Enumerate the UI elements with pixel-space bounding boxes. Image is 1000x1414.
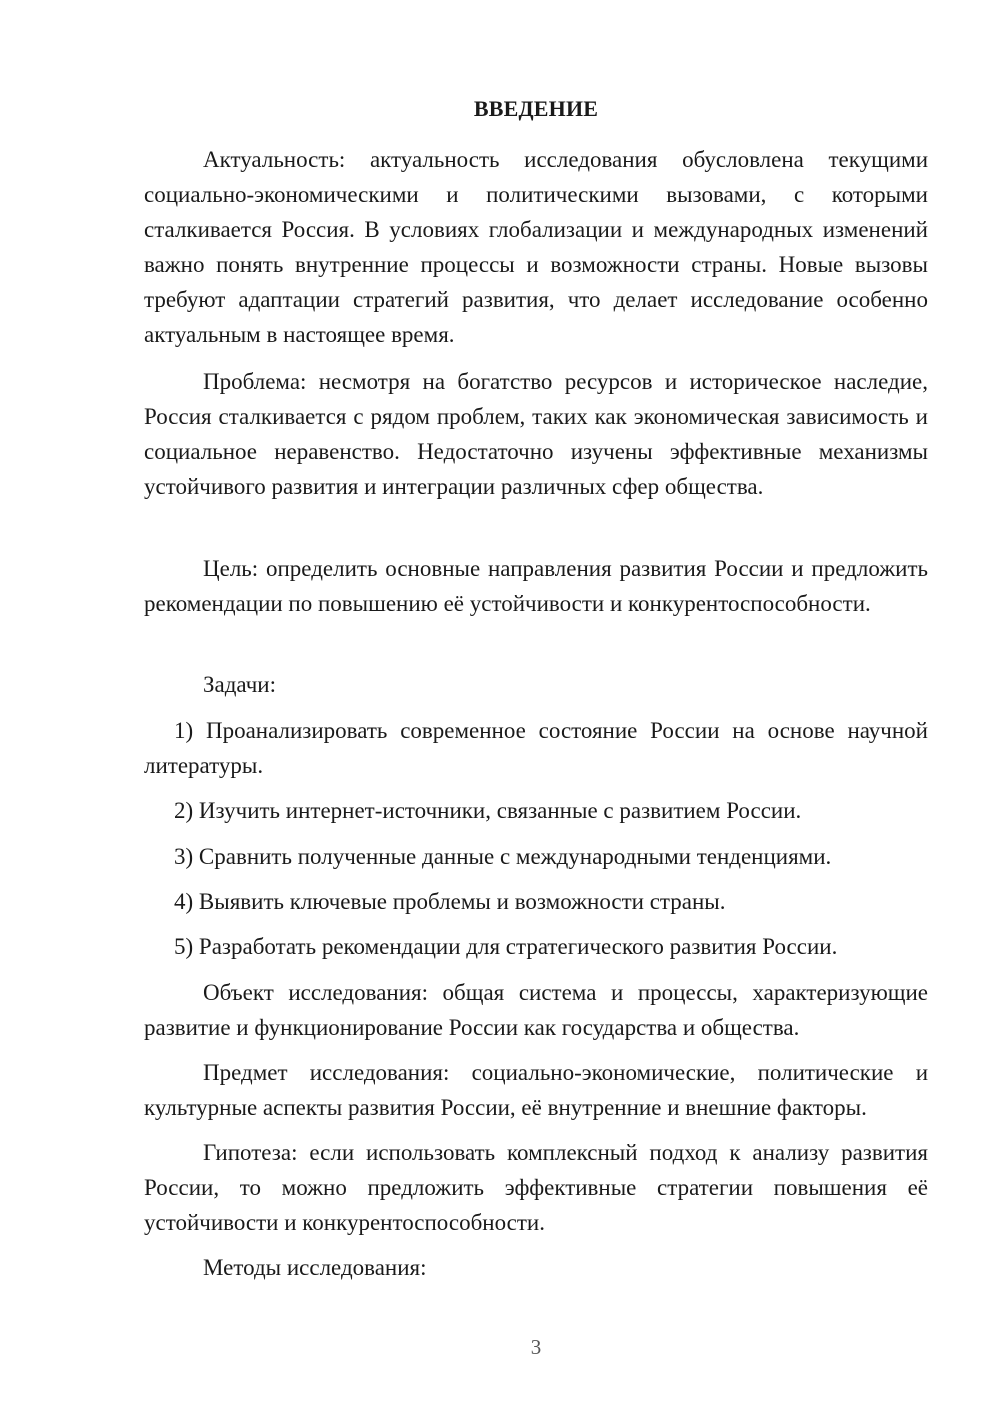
- paragraph-problem-block: [144, 364, 928, 504]
- paragraph-object-block: [144, 975, 928, 1045]
- paragraph-problem: Проблема: несмотря на богатство ресурсов и историческое наследие, Россия сталкивается с рядом проблем, таких как экономическая зависимость и социальное неравенство. Недостаточно изучены эффективные механизмы устойчивого развития и интеграции различных сфер общества.: [144, 369, 928, 499]
- page-number: 3: [530, 1335, 542, 1359]
- task-item-5-block: [144, 929, 928, 964]
- task-item-2-block: [144, 793, 928, 828]
- task-item-4-block: [144, 884, 928, 919]
- task-item-1: 1) Проанализировать современное состояние России на основе научной литературы.: [144, 718, 928, 778]
- paragraph-relevance: Актуальность: актуальность исследования обусловлена текущими социально-экономическими и политическими вызовами, с которыми сталкивается Россия. В условиях глобализации и международных изменений важно понять внутренние процессы и возможности страны. Новые вызовы требуют адаптации стратегий развития, что делает исследование особенно актуальным в настоящее время.: [144, 147, 928, 347]
- page-title: ВВЕДЕНИЕ: [473, 96, 599, 121]
- task-item-4: 4) Выявить ключевые проблемы и возможности страны.: [174, 889, 726, 914]
- task-item-5: 5) Разработать рекомендации для стратегического развития России.: [174, 934, 838, 959]
- paragraph-goal-block: [144, 551, 928, 621]
- paragraph-goal: Цель: определить основные направления развития России и предложить рекомендации по повышению её устойчивости и конкурентоспособности.: [144, 556, 928, 616]
- paragraph-relevance-block: [144, 142, 928, 352]
- tasks-heading: Задачи:: [203, 672, 276, 697]
- paragraph-subject-block: [144, 1055, 928, 1125]
- task-item-1-block: [144, 713, 928, 783]
- tasks-heading-block: [144, 667, 928, 702]
- methods-heading-block: [144, 1250, 928, 1285]
- paragraph-subject: Предмет исследования: социально-экономические, политические и культурные аспекты развития России, её внутренние и внешние факторы.: [144, 1060, 928, 1120]
- paragraph-object: Объект исследования: общая система и процессы, характеризующие развитие и функционирование России как государства и общества.: [144, 980, 928, 1040]
- task-item-2: 2) Изучить интернет-источники, связанные с развитием России.: [174, 798, 802, 823]
- methods-heading: Методы исследования:: [203, 1255, 427, 1280]
- paragraph-hypothesis-block: [144, 1135, 928, 1240]
- task-item-3: 3) Сравнить полученные данные с международными тенденциями.: [174, 844, 832, 869]
- task-item-3-block: [144, 839, 928, 874]
- paragraph-hypothesis: Гипотеза: если использовать комплексный подход к анализу развития России, то можно предложить эффективные стратегии повышения её устойчивости и конкурентоспособности.: [144, 1140, 928, 1235]
